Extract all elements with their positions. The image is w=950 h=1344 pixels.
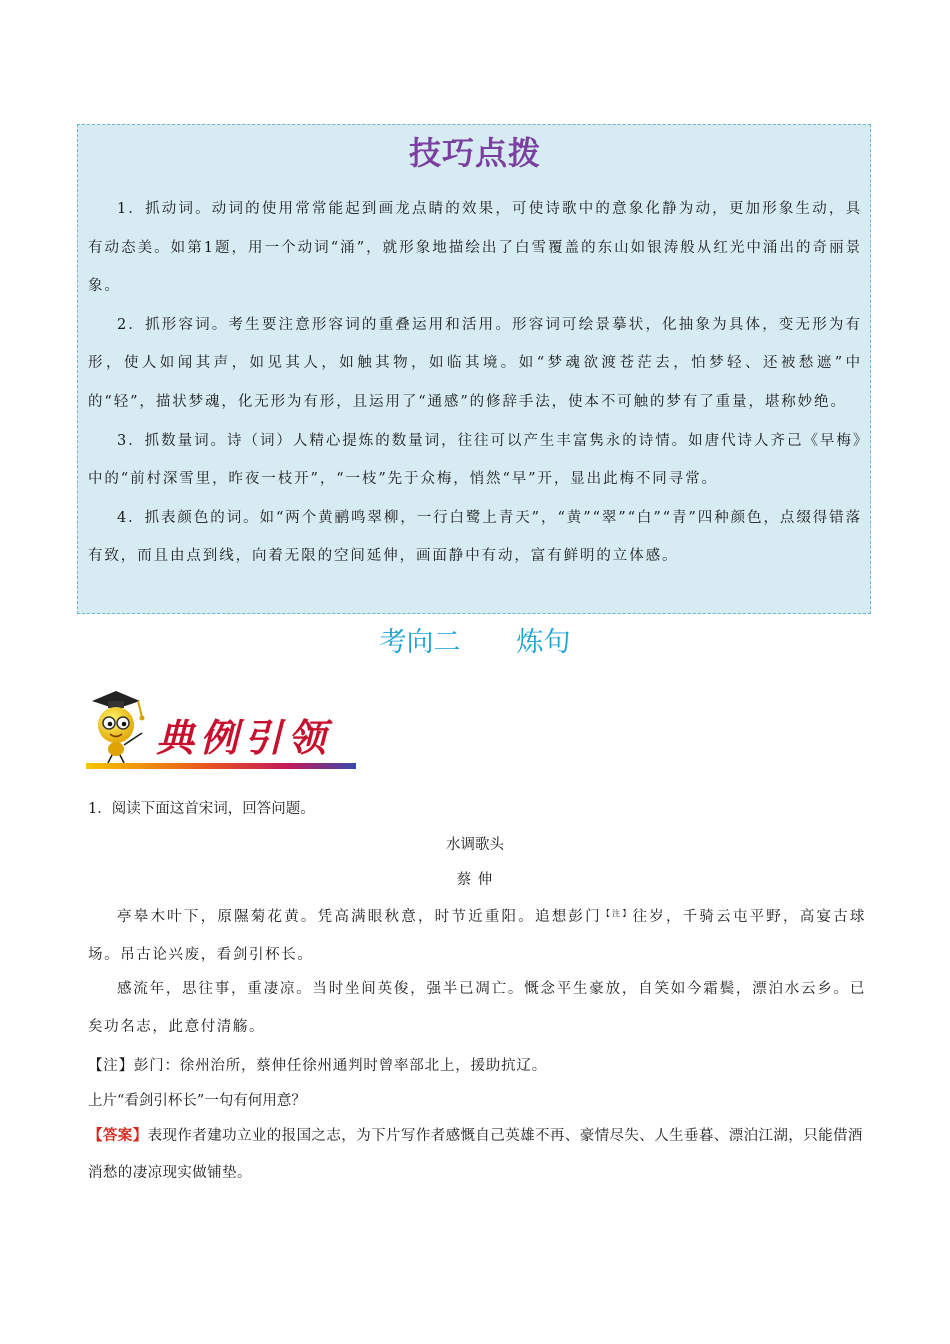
tips-paragraph-2: 2．抓形容词。考生要注意形容词的重叠运用和活用。形容词可绘景摹状，化抽象为具体，变无形为有形，使人如闻其声，如见其人，如触其物，如临其境。如“梦魂欲渡苍茫去，怕梦轻、还被愁遮”中的“轻”，描状梦魂，化无形为有形，且运用了“通感”的修辞手法，使本不可触的梦有了重量，堪称妙绝。 <box>88 316 862 410</box>
question-ask: 上片“看剑引杯长”一句有何用意？ <box>88 1093 306 1109</box>
stanza1-first: 亭皋木叶下，原隰菊花黄。凭高满眼秋意，时节近重阳。追想彭门 <box>117 909 602 925</box>
mascot-icon <box>92 691 145 763</box>
answer-block <box>88 1117 866 1192</box>
example-banner <box>86 687 356 773</box>
section-topic: 炼句 <box>516 627 571 658</box>
stanza1-second: 往岁，千骑云屯平野，高宴古球场。吊古论兴废，看剑引杯长。 <box>88 909 866 963</box>
answer-text: 表现作者建功立业的报国之志，为下片写作者感慨自己英雄不再、豪情尽失、人生垂暮、漂泊江湖，只能借酒消愁的凄凉现实做铺垫。 <box>88 1128 863 1181</box>
tips-paragraph-1: 1．抓动词。动词的使用常常能起到画龙点睛的效果，可使诗歌中的意象化静为动，更加形象生动，具有动态美。如第1题，用一个动词“涌”，就形象地描绘出了白雪覆盖的东山如银涛般从红光中涌出的奇丽景象。 <box>88 201 862 295</box>
tips-paragraph-4: 4．抓表颜色的词。如“两个黄鹂鸣翠柳，一行白鹭上青天”，“黄”“翠”“白”“青”四种颜色，点缀得错落有致，而且由点到线，向着无限的空间延伸，画面静中有动，富有鲜明的立体感。 <box>88 509 862 565</box>
poem-note: 【注】彭门：徐州治所，蔡伸任徐州通判时曾率部北上，援助抗辽。 <box>88 1058 547 1074</box>
section-heading <box>0 620 950 659</box>
poem-title: 水调歌头 <box>446 837 504 853</box>
poem-author: 蔡 伸 <box>456 872 494 888</box>
question-prompt: 1．阅读下面这首宋词，回答问题。 <box>88 801 315 817</box>
note-mark: 【注】 <box>601 909 633 918</box>
answer-label: 【答案】 <box>88 1127 148 1144</box>
poem-stanza-2 <box>88 970 866 1046</box>
tips-body <box>88 190 862 576</box>
stanza2-text: 感流年，思往事，重凄凉。当时坐间英俊，强半已凋亡。慨念平生豪放，自笑如今霜鬓，漂泊水云乡。已矣功名志，此意付清觞。 <box>88 981 866 1035</box>
tips-title: 技巧点拨 <box>408 134 541 172</box>
poem-stanza-1 <box>88 895 866 974</box>
tips-paragraph-3: 3．抓数量词。诗（词）人精心提炼的数量词，往往可以产生丰富隽永的诗情。如唐代诗人齐己《早梅》中的“前村深雪里，昨夜一枝开”，“一枝”先于众梅，悄然“早”开，显出此梅不同寻常。 <box>88 432 862 488</box>
banner-text: 典例引领 <box>156 715 333 760</box>
section-number: 考向二 <box>379 627 461 658</box>
